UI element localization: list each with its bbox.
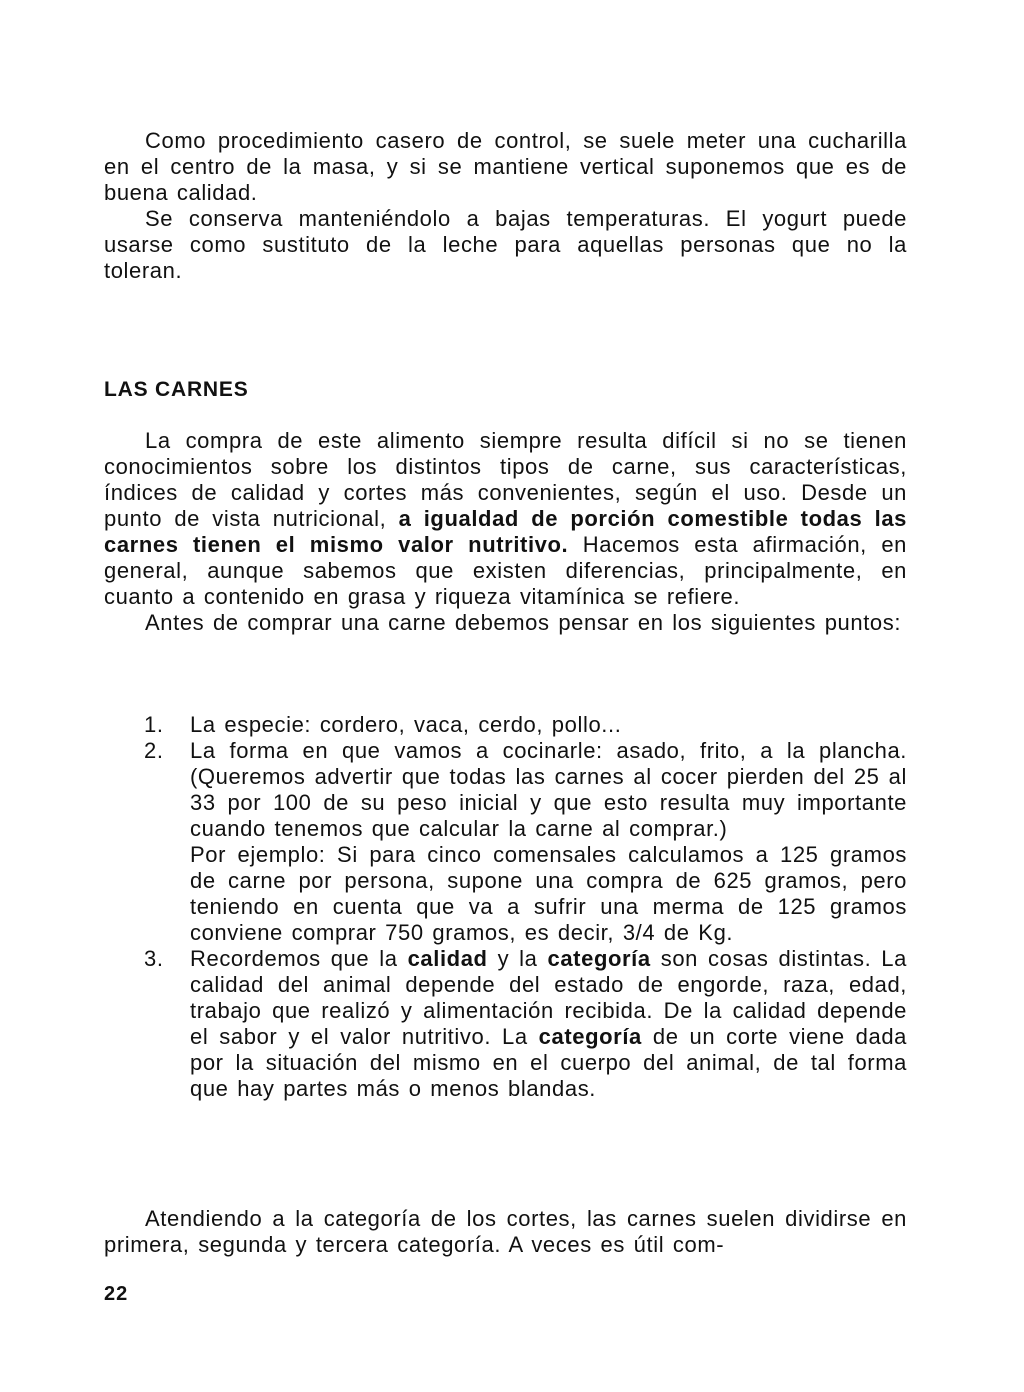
- list-item-2-number: 2.: [144, 738, 164, 763]
- list-item-3-text-part-3: son cosas distintas. La calidad del animal depende del estado de engorde, raza, edad, trabajo que realizó y alimentación recibida. De la calidad depende el sabor y el valor nutritivo. La: [190, 946, 907, 1049]
- list-item-2-text: La forma en que vamos a cocinarle: asado, frito, a la plancha. (Queremos advertir que todas las carnes al cocer pierden del 25 al 33 por 100 de su peso inicial y que esto resulta muy importante cuando tenemos que calcular la carne al comprar.): [190, 738, 907, 841]
- list-item-3: [104, 946, 907, 1102]
- closing-text: [104, 1206, 907, 1258]
- list-item-3-text-part-1: Recordemos que la: [190, 946, 408, 971]
- section-paragraph-1-bold: a igualdad de porción comestible todas las carnes tienen el mismo valor nutritivo.: [104, 506, 907, 557]
- section-paragraph-1: [104, 428, 907, 610]
- list-item-1-number: 1.: [144, 712, 164, 737]
- list-item-3-text-part-4: de un corte viene dada por la situación del mismo en el cuerpo del animal, de tal forma que hay partes más o menos blandas.: [190, 1024, 907, 1101]
- list-item-2: [104, 738, 907, 946]
- section-heading: LAS CARNES: [104, 378, 249, 401]
- list-item-3-text-part-2: y la: [487, 946, 548, 971]
- intro-paragraph-1: Como procedimiento casero de control, se suele meter una cucharilla en el centro de la masa, y si se mantiene vertical suponemos que es de buena calidad.: [104, 128, 907, 205]
- intro-text: [104, 128, 907, 284]
- section-paragraph-1-end: Hacemos esta afirmación, en general, aunque sabemos que existen diferencias, principalmente, en cuanto a contenido en grasa y riqueza vitamínica se refiere.: [104, 532, 907, 609]
- section-paragraph-1-start: La compra de este alimento siempre resulta difícil si no se tienen conocimientos sobre los distintos tipos de carne, sus características, índices de calidad y cortes más convenientes, según el uso. Desde un punto de vista nutricional,: [104, 428, 907, 531]
- section-text: [104, 428, 907, 636]
- list-item-3-number: 3.: [144, 946, 164, 971]
- intro-paragraph-2: Se conserva manteniéndolo a bajas temperaturas. El yogurt puede usarse como sustituto de la leche para aquellas personas que no la toleran.: [104, 206, 907, 283]
- list-item-1: [104, 712, 907, 738]
- list-item-1-text: La especie: cordero, vaca, cerdo, pollo...: [190, 712, 622, 737]
- list-item-3-bold-categoria-2: categoría: [538, 1024, 642, 1049]
- closing-paragraph: Atendiendo a la categoría de los cortes, las carnes suelen dividirse en primera, segunda y tercera categoría. A veces es útil com-: [104, 1206, 907, 1257]
- list-item-3-text: [190, 946, 907, 1102]
- section-paragraph-2: Antes de comprar una carne debemos pensar en los siguientes puntos:: [145, 610, 902, 635]
- page-number: 22: [104, 1283, 129, 1305]
- list-item-3-bold-categoria: categoría: [547, 946, 651, 971]
- list-item-3-bold-calidad: calidad: [407, 946, 488, 971]
- numbered-list: [104, 712, 907, 1102]
- list-item-2-example: Por ejemplo: Si para cinco comensales calculamos a 125 gramos de carne por persona, supone una compra de 625 gramos, pero teniendo en cuenta que va a sufrir una merma de 125 gramos conviene comprar 750 gramos, es decir, 3/4 de Kg.: [190, 842, 907, 945]
